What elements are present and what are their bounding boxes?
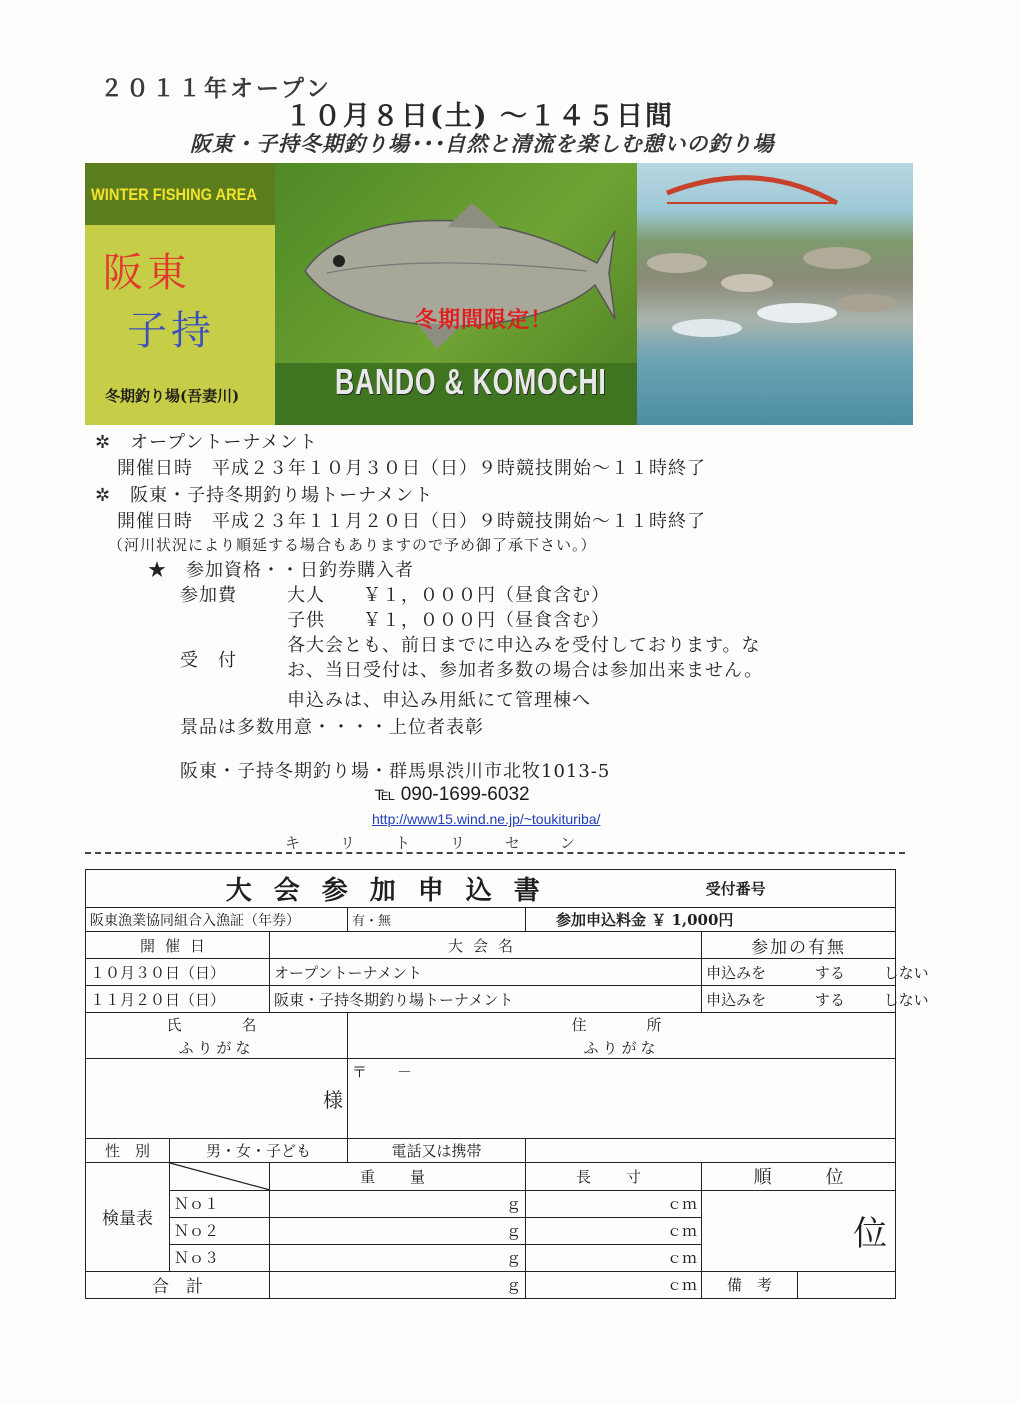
address-field[interactable] (348, 1058, 896, 1138)
total-weight[interactable]: ｇ (270, 1271, 526, 1298)
rank-field[interactable] (702, 1190, 896, 1271)
row1-yes[interactable]: する (814, 963, 845, 982)
no2-length[interactable]: ｃｍ (526, 1217, 702, 1244)
row1-name: オープントーナメント (270, 959, 702, 986)
banner-bando: 阪東 (103, 250, 191, 296)
fee-adult: 大人 ￥１，０００円（昼食含む） (287, 585, 610, 606)
table-row (86, 1271, 896, 1298)
banner-limited: 冬期間限定！ (415, 307, 554, 333)
fee-child: 子供 ￥１，０００円（昼食含む） (287, 610, 610, 631)
table-row (86, 1190, 896, 1217)
no1-length[interactable]: ｃｍ (526, 1190, 702, 1217)
postpone-note: （河川状況により順延する場合もありますので予め御了承下さい。） (108, 536, 597, 554)
no3-weight[interactable]: ｇ (270, 1244, 526, 1271)
total-length[interactable]: ｃｍ (526, 1271, 702, 1298)
rank-unit: 位 (853, 1214, 888, 1254)
no3-length[interactable]: ｃｍ (526, 1244, 702, 1271)
receipt-number-field[interactable] (702, 870, 896, 908)
cut-line (85, 852, 905, 854)
sex-label: 性 別 (86, 1138, 170, 1162)
prize-note: 景品は多数用意・・・・上位者表彰 (180, 717, 484, 738)
no2-label: Ｎｏ２ (170, 1217, 270, 1244)
kenryo-label: 検量表 (86, 1162, 170, 1271)
weight-header: 重 量 (270, 1162, 526, 1190)
banner-english: BANDO & KOMOCHI (335, 361, 607, 402)
row2-attend[interactable]: 申込みを する しない (702, 986, 896, 1013)
postal-mark: 〒 － (352, 1062, 413, 1081)
tournament1-title: ✲ オープントーナメント (95, 432, 318, 453)
banner-komochi: 子持 (127, 308, 215, 354)
website-link[interactable]: http://www15.wind.ne.jp/~toukituriba/ (372, 811, 601, 827)
reception-label: 受 付 (180, 650, 237, 671)
address: 阪東・子持冬期釣り場・群馬県渋川市北牧1013-5 (180, 761, 611, 782)
banner-area: 冬期釣り場(吾妻川) (105, 387, 240, 405)
shimei-header: 氏 名 (86, 1013, 348, 1037)
header-year-open: ２０１１年オープン (100, 75, 332, 102)
cut-line-label: キリトリセン (285, 834, 615, 852)
remarks-label: 備 考 (702, 1271, 798, 1298)
name-field[interactable] (86, 1058, 348, 1138)
rank-header: 順 位 (702, 1162, 896, 1190)
sex-options[interactable]: 男・女・子ども (170, 1138, 348, 1162)
col-name-header: 大会名 (270, 932, 702, 959)
receipt-number-label: 受付番号 (705, 880, 766, 898)
table-row (86, 986, 896, 1013)
license-option[interactable]: 有・無 (348, 908, 526, 932)
jusho-header: 住 所 (348, 1013, 896, 1037)
total-label: 合 計 (86, 1271, 270, 1298)
row1-date: １０月３０日（日） (86, 959, 270, 986)
no2-weight[interactable]: ｇ (270, 1217, 526, 1244)
sama-label: 様 (323, 1087, 343, 1112)
tournament1-date: 開催日時 平成２３年１０月３０日（日）９時競技開始～１１時終了 (117, 458, 706, 479)
row2-name: 阪東・子持冬期釣り場トーナメント (270, 986, 702, 1013)
name-furigana: ふりがな (86, 1037, 348, 1059)
table-row (86, 959, 896, 986)
phone-label: 電話又は携帯 (348, 1138, 526, 1162)
banner-fish-panel (275, 163, 637, 425)
no1-label: Ｎｏ１ (170, 1190, 270, 1217)
reception-line2: お、当日受付は、参加者多数の場合は参加出来ません。 (287, 660, 764, 681)
form-title: 大会参加申込書 (225, 876, 562, 906)
application-form (85, 869, 929, 1299)
apply-note: 申込みは、申込み用紙にて管理棟へ (287, 690, 591, 711)
tournament2-title: ✲ 阪東・子持冬期釣り場トーナメント (95, 485, 434, 506)
remarks-field[interactable] (798, 1271, 896, 1298)
row2-date: １１月２０日（日） (86, 986, 270, 1013)
no3-label: Ｎｏ３ (170, 1244, 270, 1271)
row1-attend[interactable]: 申込みを する しない (702, 959, 896, 986)
phone-number: ℡ 090-1699-6032 (375, 784, 530, 805)
river-illustration (637, 163, 913, 425)
banner-winter-text: WINTER FISHING AREA (91, 185, 257, 204)
river-photo (637, 163, 913, 425)
header-dates: １０月８日(土) ～１４５日間 (285, 101, 674, 132)
row2-no[interactable]: しない (883, 990, 929, 1009)
fee-label: 参加費 (180, 585, 237, 606)
row2-yes[interactable]: する (814, 990, 845, 1009)
banner-left-panel (85, 163, 275, 425)
license-label: 阪東漁業協同組合入漁証（年券） (86, 908, 348, 932)
promo-banner (85, 163, 913, 425)
col-date-header: 開催日 (86, 932, 270, 959)
reception-line1: 各大会とも、前日までに申込みを受付しております。な (287, 635, 761, 656)
qualification: ★ 参加資格・・日釣券購入者 (148, 560, 414, 581)
address-furigana: ふりがな (348, 1037, 896, 1059)
phone-field[interactable] (526, 1138, 896, 1162)
tournament2-date: 開催日時 平成２３年１１月２０日（日）９時競技開始～１１時終了 (117, 511, 706, 532)
diagonal-cell (170, 1162, 270, 1190)
header-subtitle: 阪東・子持冬期釣り場･･･自然と清流を楽しむ憩いの釣り場 (190, 131, 775, 156)
length-header: 長 寸 (526, 1162, 702, 1190)
no1-weight[interactable]: ｇ (270, 1190, 526, 1217)
entry-fee: 参加申込料金 ￥ 1,000円 (526, 908, 896, 932)
col-attend-header: 参加の有無 (702, 932, 896, 959)
row1-no[interactable]: しない (883, 963, 929, 982)
